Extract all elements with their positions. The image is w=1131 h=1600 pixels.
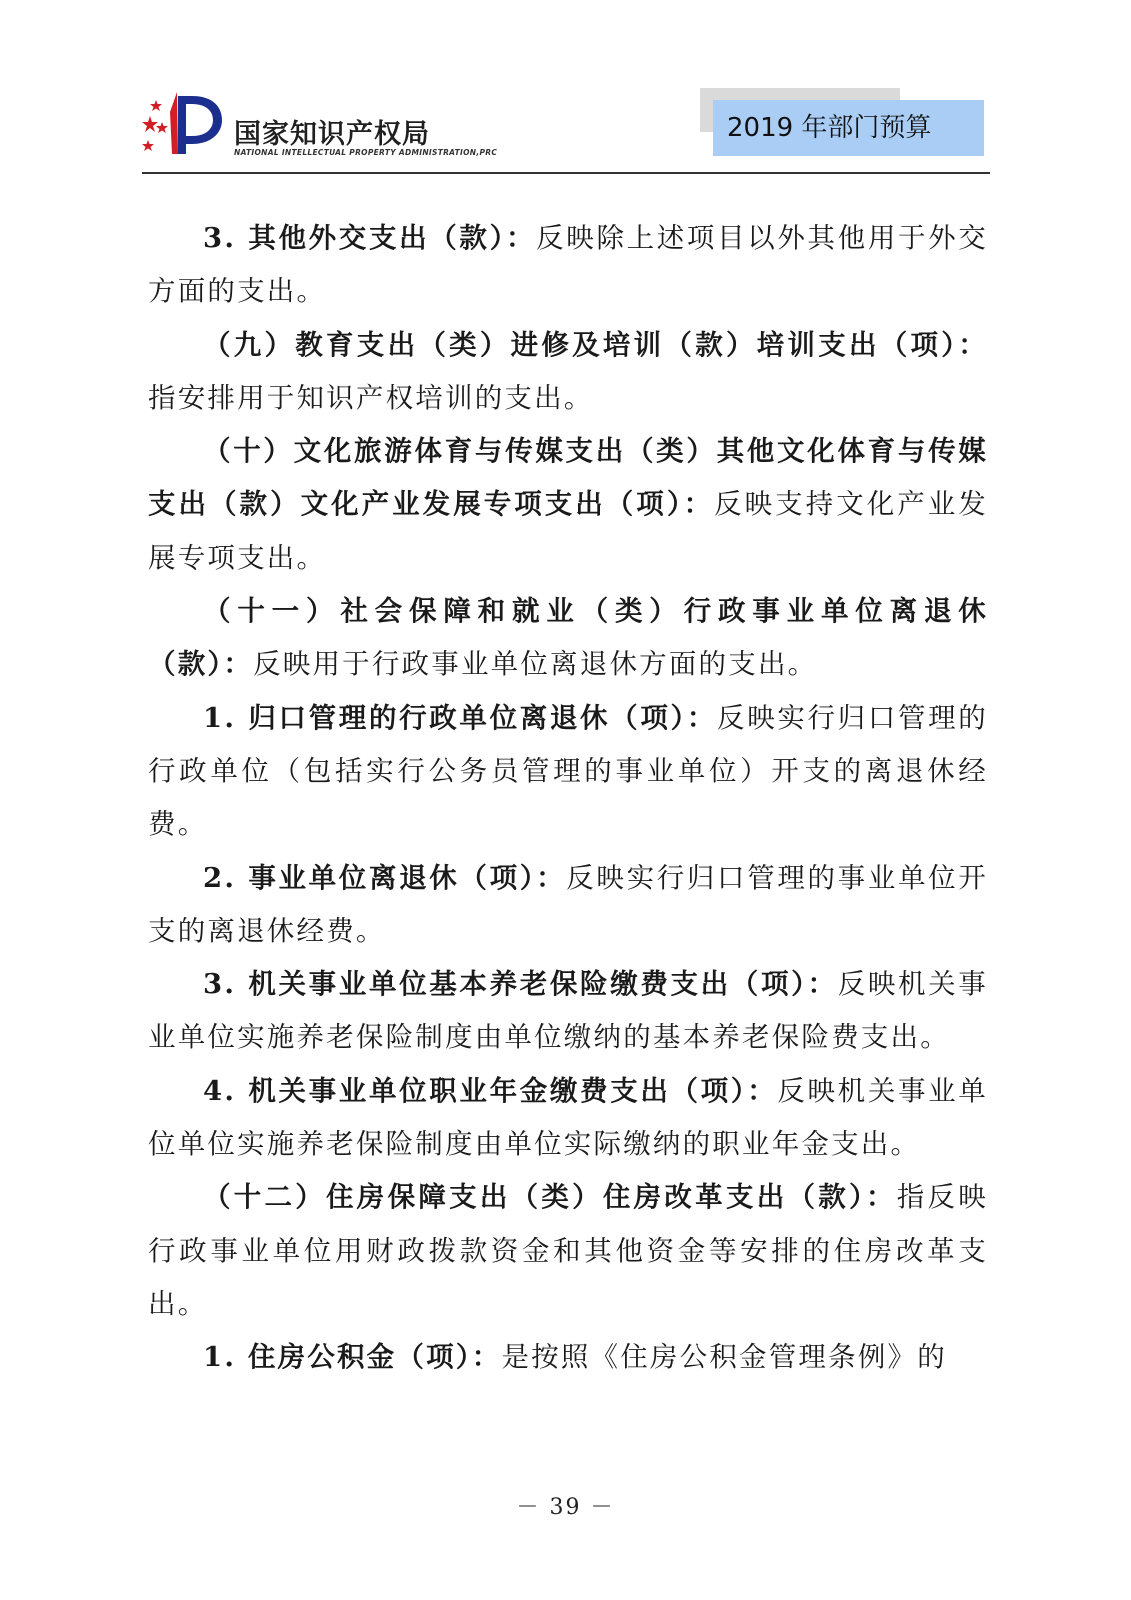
paragraph-text: 反映用于行政事业单位离退休方面的支出。 xyxy=(253,648,818,681)
paragraph xyxy=(148,319,988,426)
paragraph xyxy=(148,585,988,692)
paragraph-heading: 3. 其他外交支出（款）： xyxy=(203,222,537,254)
cnipa-logo xyxy=(142,92,542,162)
logo-chinese-name: 国家知识产权局 xyxy=(234,119,430,150)
paragraph xyxy=(148,1065,988,1172)
paragraph xyxy=(148,1331,988,1384)
paragraph xyxy=(148,1171,988,1331)
paragraph-heading: （十一）社会保障和就业（类）行政事业单位离退休（款）： xyxy=(148,595,988,681)
paragraph-text: 是按照《住房公积金管理条例》的 xyxy=(501,1341,947,1374)
paragraph-heading: 3. 机关事业单位基本养老保险缴费支出（项）： xyxy=(203,968,838,1001)
paragraph xyxy=(148,425,988,585)
paragraph-text: 反映支持文化产业发展专项支出。 xyxy=(148,488,988,574)
paragraph-text: 反映实行归口管理的事业单位开支的离退休经费。 xyxy=(148,861,988,947)
logo-english-name: NATIONAL INTELLECTUAL PROPERTY ADMINISTRATION,PRC xyxy=(234,148,498,157)
header-divider xyxy=(142,172,990,174)
page-header xyxy=(0,0,1131,180)
paragraph-text: 反映机关事业单位实施养老保险制度由单位缴纳的基本养老保险费支出。 xyxy=(148,968,989,1054)
paragraph-text: 指安排用于知识产权培训的支出。 xyxy=(148,381,594,414)
paragraph-heading: （九）教育支出（类）进修及培训（款）培训支出（项）： xyxy=(203,328,988,361)
paragraph-heading: 1. 住房公积金（项）： xyxy=(203,1341,502,1374)
paragraph-text: 反映除上述项目以外其他用于外交方面的支出。 xyxy=(148,222,989,308)
paragraph xyxy=(148,212,988,319)
paragraph xyxy=(148,958,988,1065)
paragraph-heading: 1. 归口管理的行政单位离退休（项）： xyxy=(203,701,718,734)
paragraph-text: 指反映行政事业单位用财政拨款资金和其他资金等安排的住房改革支出。 xyxy=(148,1181,988,1320)
paragraph-heading: （十）文化旅游体育与传媒支出（类）其他文化体育与传媒支出（款）文化产业发展专项支出（项）： xyxy=(148,435,988,521)
document-body xyxy=(148,212,988,1385)
paragraph-heading: 4. 机关事业单位职业年金缴费支出（项）： xyxy=(203,1074,778,1107)
paragraph xyxy=(148,692,988,852)
page-number: － 39 － xyxy=(516,1495,615,1520)
paragraph xyxy=(148,852,988,959)
budget-year-badge: 2019 年部门预算 xyxy=(713,100,984,156)
paragraph-text: 反映实行归口管理的行政单位（包括实行公务员管理的事业单位）开支的离退休经费。 xyxy=(148,701,988,841)
paragraph-heading: （十二）住房保障支出（类）住房改革支出（款）： xyxy=(203,1181,897,1214)
paragraph-heading: 2. 事业单位离退休（项）： xyxy=(203,861,567,894)
cnipa-emblem-icon xyxy=(142,92,234,162)
paragraph-text: 反映机关事业单位单位实施养老保险制度由单位实际缴纳的职业年金支出。 xyxy=(148,1074,989,1161)
